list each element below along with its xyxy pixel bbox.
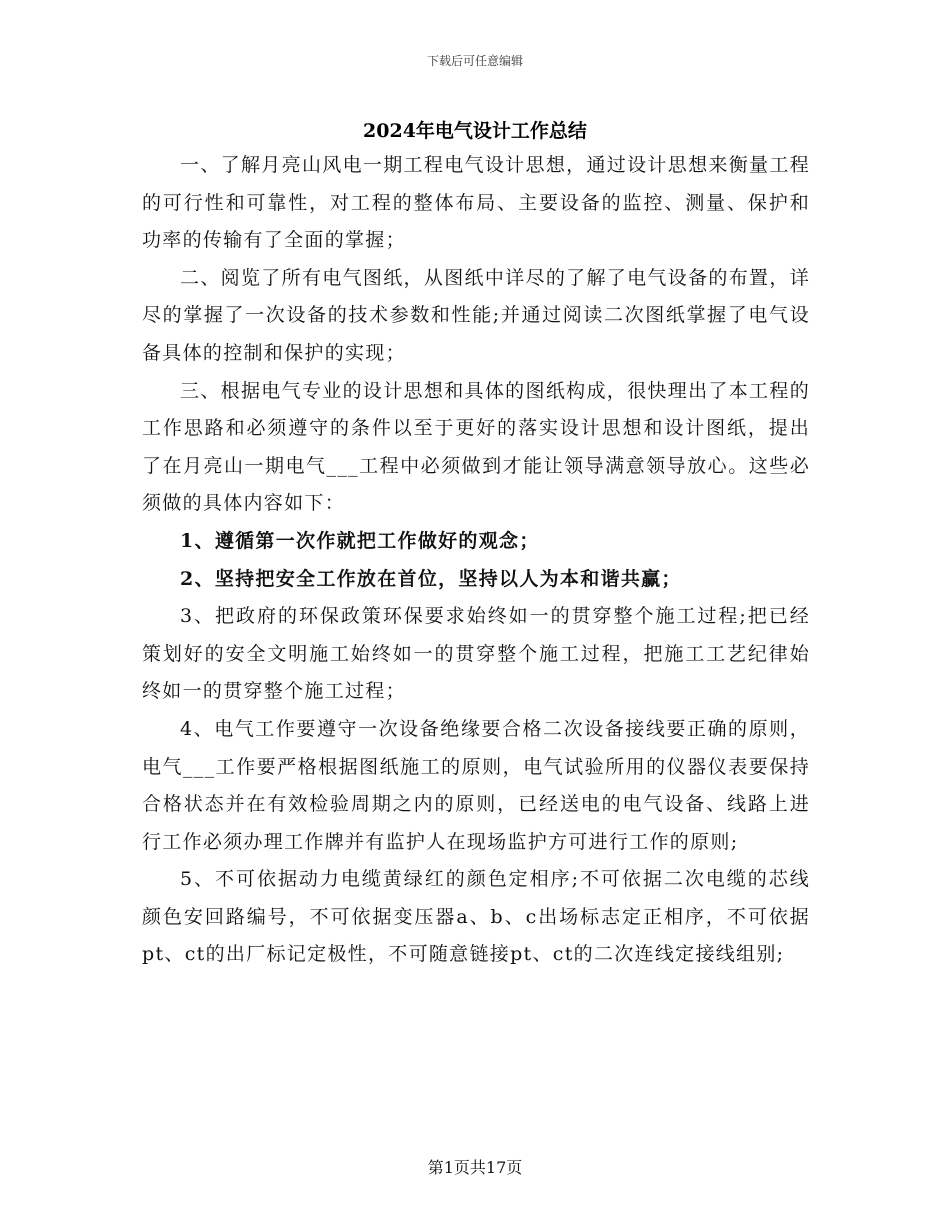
paragraph-item-3: 3、把政府的环保政策环保要求始终如一的贯穿整个施工过程;把已经策划好的安全文明施工始终如一的贯穿整个施工过程，把施工工艺纪律始终如一的贯穿整个施工过程； (142, 605, 810, 703)
paragraph-3: 三、根据电气专业的设计思想和具体的图纸构成，很快理出了本工程的工作思路和必须遵守的条件以至于更好的落实设计思想和设计图纸，提出了在月亮山一期电气___工程中必须做到才能让领导满意领导放心。这些必须做的具体内容如下： (142, 379, 810, 515)
page-header: 下载后可任意编辑 (426, 54, 523, 68)
paragraph-item-4: 4、电气工作要遵守一次设备绝缘要合格二次设备接线要正确的原则，电气___工作要严格根据图纸施工的原则，电气试验所用的仪器仪表要保持合格状态并在有效检验周期之内的原则，已经送电的电气设备、线路上进行工作必须办理工作牌并有监护人在现场监护方可进行工作的原则; (142, 717, 810, 853)
paragraph-item-2: 2、坚持把安全工作放在首位，坚持以人为本和谐共赢； (180, 567, 682, 590)
paragraph-2: 二、阅览了所有电气图纸，从图纸中详尽的了解了电气设备的布置，详尽的掌握了一次设备的技术参数和性能;并通过阅读二次图纸掌握了电气设备具体的控制和保护的实现； (142, 266, 810, 364)
paragraph-item-1: 1、遵循第一次作就把工作做好的观念； (180, 529, 540, 552)
document-body (142, 147, 810, 974)
paragraph-item-5: 5、不可依据动力电缆黄绿红的颜色定相序;不可依据二次电缆的芯线颜色安回路编号，不可依据变压器a、b、c出场标志定正相序，不可依据pt、ct的出厂标记定极性，不可随意链接pt、ct的二次连线定接线组别; (142, 868, 810, 966)
paragraph-1: 一、了解月亮山风电一期工程电气设计思想，通过设计思想来衡量工程的可行性和可靠性，对工程的整体布局、主要设备的监控、测量、保护和功率的传输有了全面的掌握； (142, 154, 810, 252)
page-number: 第1页共17页 (427, 1158, 523, 1177)
document-title: 2024年电气设计工作总结 (363, 120, 587, 142)
